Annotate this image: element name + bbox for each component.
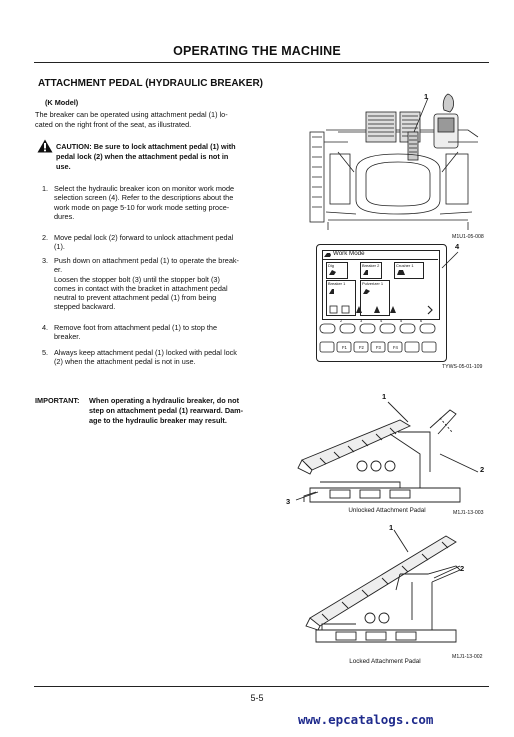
fkey-f1: F1 — [342, 345, 347, 350]
step-line: comes in contact with the bracket in attachment pedal — [54, 283, 228, 293]
step-number: 3. — [42, 256, 49, 265]
pulverizer-icon — [363, 289, 371, 295]
screen-action-icons — [330, 304, 436, 316]
fkey-f4: F4 — [393, 345, 398, 350]
unlocked-callout-1: 1 — [382, 392, 387, 401]
softkey-number-4: 4 — [380, 318, 383, 323]
monitor-figure-id: TYWS-05-01-109 — [442, 364, 483, 370]
softkey-number-5: 5 — [400, 318, 403, 323]
step-line: selection screen (4). Refer to the descriptions about the — [54, 193, 234, 203]
unlocked-pedal-illustration — [290, 392, 490, 512]
step-5 — [42, 348, 278, 367]
step-number: 4. — [42, 323, 49, 332]
fkey-f3: F3 — [376, 345, 381, 350]
unlocked-figure-id: M1J1-13-003 — [453, 510, 484, 516]
intro-line-1: The breaker can be operated using attachment pedal (1) lo- — [35, 110, 228, 119]
step-line: Move pedal lock (2) forward to unlock attachment pedal — [54, 233, 234, 242]
step-line: (2) when the attachment pedal is not in use. — [54, 357, 196, 367]
important-line-1: When operating a hydraulic breaker, do not — [89, 396, 240, 405]
step-line: er. — [54, 265, 63, 275]
caution-line-2: pedal lock (2) when the attachment pedal is not in — [56, 152, 229, 161]
crusher-icon — [397, 270, 405, 276]
page-number: 5-5 — [250, 693, 264, 703]
mode-tile-dig[interactable] — [326, 262, 348, 279]
bucket-icon — [329, 270, 337, 276]
softkey-number-3: 3 — [360, 318, 363, 323]
breaker-icon — [363, 270, 371, 276]
step-line: Always keep attachment pedal (1) locked with pedal lock — [54, 348, 237, 357]
caution-line-3: use. — [56, 162, 71, 171]
footer-rule — [34, 686, 489, 687]
tile-label: Pulverizer 1 — [362, 281, 384, 286]
step-line: dures. — [54, 211, 75, 221]
cab-callout-1: 1 — [424, 92, 429, 101]
step-4 — [42, 323, 278, 342]
excavator-icon — [324, 251, 332, 258]
monitor-soft-keys — [318, 318, 444, 360]
softkey-number-6: 6 — [420, 318, 423, 323]
step-2 — [42, 233, 278, 252]
step-line: breaker. — [54, 332, 81, 342]
locked-pedal-illustration — [296, 530, 492, 650]
unlocked-callout-3: 3 — [286, 497, 291, 506]
step-line: Loosen the stopper bolt (3) until the stopper bolt (3) — [54, 274, 220, 284]
unlocked-caption: Unlocked Attachment Padal — [348, 507, 426, 514]
locked-figure-id: M1J1-13-002 — [452, 654, 483, 660]
mode-tile-crusher-1[interactable] — [394, 262, 424, 279]
step-number: 2. — [42, 233, 49, 242]
model-label: (K Model) — [45, 98, 79, 107]
important-line-3: age to the hydraulic breaker may result. — [89, 416, 227, 425]
tile-label: Dig — [328, 263, 335, 268]
intro-line-2: cated on the right front of the seat, as illustrated. — [35, 119, 192, 129]
watermark-url[interactable]: www.epcatalogs.com — [298, 712, 434, 727]
step-line: Remove foot from attachment pedal (1) to stop the — [54, 323, 218, 332]
monitor-callout-4: 4 — [455, 242, 460, 251]
step-3 — [42, 256, 278, 312]
header-rule — [34, 62, 489, 63]
locked-callout-1: 1 — [389, 523, 394, 532]
step-number: 5. — [42, 348, 49, 357]
step-1 — [42, 184, 278, 221]
tile-label: Crusher 1 — [396, 263, 414, 268]
step-line: work mode on page 5-10 for work mode setting proce- — [54, 202, 230, 212]
important-line-2: step on attachment pedal (1) rearward. Dam- — [89, 406, 244, 415]
tile-label: Breaker 2 — [362, 263, 380, 268]
step-line: (1). — [54, 242, 65, 252]
step-line: stepped backward. — [54, 302, 116, 312]
mode-tile-breaker-2[interactable] — [360, 262, 382, 279]
unlocked-callout-2: 2 — [480, 465, 485, 474]
step-line: Select the hydraulic breaker icon on monitor work mode — [54, 184, 235, 193]
softkey-number-2: 2 — [340, 318, 343, 323]
step-number: 1. — [42, 184, 49, 193]
cab-seat-illustration — [308, 92, 488, 230]
section-title: ATTACHMENT PEDAL (HYDRAULIC BREAKER) — [38, 78, 263, 89]
breaker-icon — [329, 289, 337, 295]
locked-callout-2: 2 — [460, 564, 465, 573]
tile-label: Breaker 1 — [328, 281, 346, 286]
cab-figure-id: M1U1-05-008 — [452, 234, 484, 240]
warning-triangle-icon — [37, 139, 53, 153]
monitor-callout-leader — [440, 250, 460, 270]
important-label: IMPORTANT: — [35, 396, 80, 405]
fkey-f2: F2 — [359, 345, 364, 350]
caution-line-1: CAUTION: Be sure to lock attachment pedal (1) with — [56, 142, 236, 151]
step-line: Push down on attachment pedal (1) to operate the break- — [54, 256, 239, 265]
work-mode-title: Work Mode — [333, 250, 365, 257]
page-header-title: OPERATING THE MACHINE — [173, 44, 341, 58]
step-line: neutral to prevent attachment pedal (1) from being — [54, 293, 217, 303]
locked-caption: Locked Attachment Padal — [349, 658, 421, 665]
